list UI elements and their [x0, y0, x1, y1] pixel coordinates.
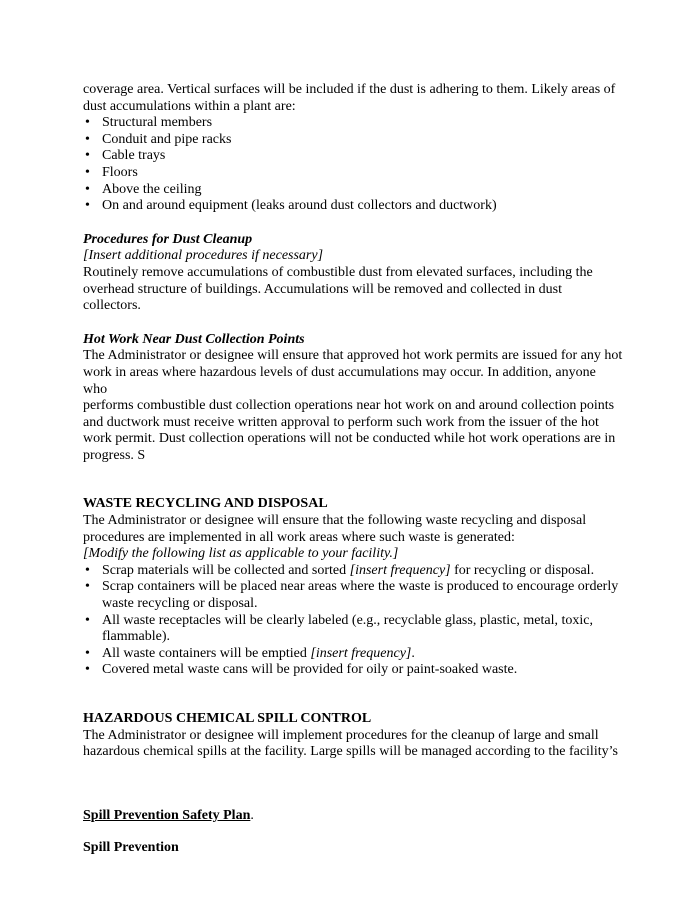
hot-work-line: work in areas where hazardous levels of dust accumulations may occur. In addition, anyone who — [83, 364, 596, 397]
list-item: • Above the ceiling — [83, 182, 623, 199]
waste-note: [Modify the following list as applicable to your facility.] — [83, 546, 399, 562]
list-item: • Cable trays — [83, 148, 623, 165]
waste-heading: WASTE RECYCLING AND DISPOSAL — [83, 496, 328, 512]
list-item-text: Scrap containers will be placed near areas where the waste is produced to encourage orderly — [102, 579, 619, 595]
list-item: • On and around equipment (leaks around dust collectors and ductwork) — [83, 198, 623, 215]
hot-work-line: performs combustible dust collection operations near hot work on and around collection points — [83, 398, 615, 414]
intro-line-2: dust accumulations within a plant are: — [83, 98, 296, 114]
hot-work-line: progress. S — [83, 447, 146, 463]
spill-plan-line — [83, 808, 623, 825]
page-content — [83, 82, 623, 857]
dust-cleanup-heading: Procedures for Dust Cleanup — [83, 231, 253, 247]
list-item: • Structural members — [83, 115, 623, 132]
spill-plan-suffix: . — [250, 807, 254, 823]
list-item-text: for recycling or disposal. — [450, 562, 595, 578]
waste-line-2: procedures are implemented in all work areas where such waste is generated: — [83, 529, 515, 545]
list-item-text: . — [411, 645, 415, 661]
dust-cleanup-note: [Insert additional procedures if necessary] — [83, 248, 324, 264]
list-item-text: All waste receptacles will be clearly labeled (e.g., recyclable glass, plastic, metal, toxic, — [102, 612, 593, 628]
insert-frequency-placeholder: [insert frequency] — [310, 645, 412, 661]
dust-areas-list — [83, 115, 623, 215]
hot-work-heading: Hot Work Near Dust Collection Points — [83, 331, 305, 347]
hot-work-line: The Administrator or designee will ensure that approved hot work permits are issued for any hot — [83, 348, 623, 364]
hazard-heading: HAZARDOUS CHEMICAL SPILL CONTROL — [83, 711, 372, 726]
list-item — [83, 579, 623, 612]
list-item-text: flammable). — [102, 629, 171, 645]
dust-cleanup-line-1: Routinely remove accumulations of combustible dust from elevated surfaces, including the — [83, 264, 593, 280]
hazard-line-2: hazardous chemical spills at the facility. Large spills will be managed according to the facility’s — [83, 744, 618, 760]
hazard-line-1: The Administrator or designee will implement procedures for the cleanup of large and small — [83, 727, 599, 743]
list-item-text: Scrap materials will be collected and sorted — [102, 562, 350, 578]
insert-frequency-placeholder: [insert frequency] — [349, 562, 451, 578]
dust-cleanup-line-2: overhead structure of buildings. Accumulations will be removed and collected in dust collectors. — [83, 281, 562, 314]
intro-line-1: coverage area. Vertical surfaces will be included if the dust is adhering to them. Likely areas of — [83, 82, 616, 97]
list-item — [83, 613, 623, 646]
spill-prevention-plan-link[interactable]: Spill Prevention Safety Plan — [83, 807, 251, 823]
hot-work-line: work permit. Dust collection operations will not be conducted while hot work operations are in — [83, 431, 616, 447]
list-item: • Conduit and pipe racks — [83, 132, 623, 149]
list-item-text: waste recycling or disposal. — [102, 596, 258, 612]
spill-prevention-heading: Spill Prevention — [83, 840, 179, 856]
hot-work-line: and ductwork must receive written approval to perform such work from the issuer of the hot — [83, 414, 599, 430]
list-item — [83, 563, 623, 580]
waste-list — [83, 563, 623, 679]
list-item — [83, 646, 623, 663]
list-item-text: All waste containers will be emptied — [102, 645, 311, 661]
waste-line-1: The Administrator or designee will ensure that the following waste recycling and disposal — [83, 513, 587, 529]
list-item: • Floors — [83, 165, 623, 182]
list-item: • Covered metal waste cans will be provided for oily or paint-soaked waste. — [83, 662, 623, 679]
